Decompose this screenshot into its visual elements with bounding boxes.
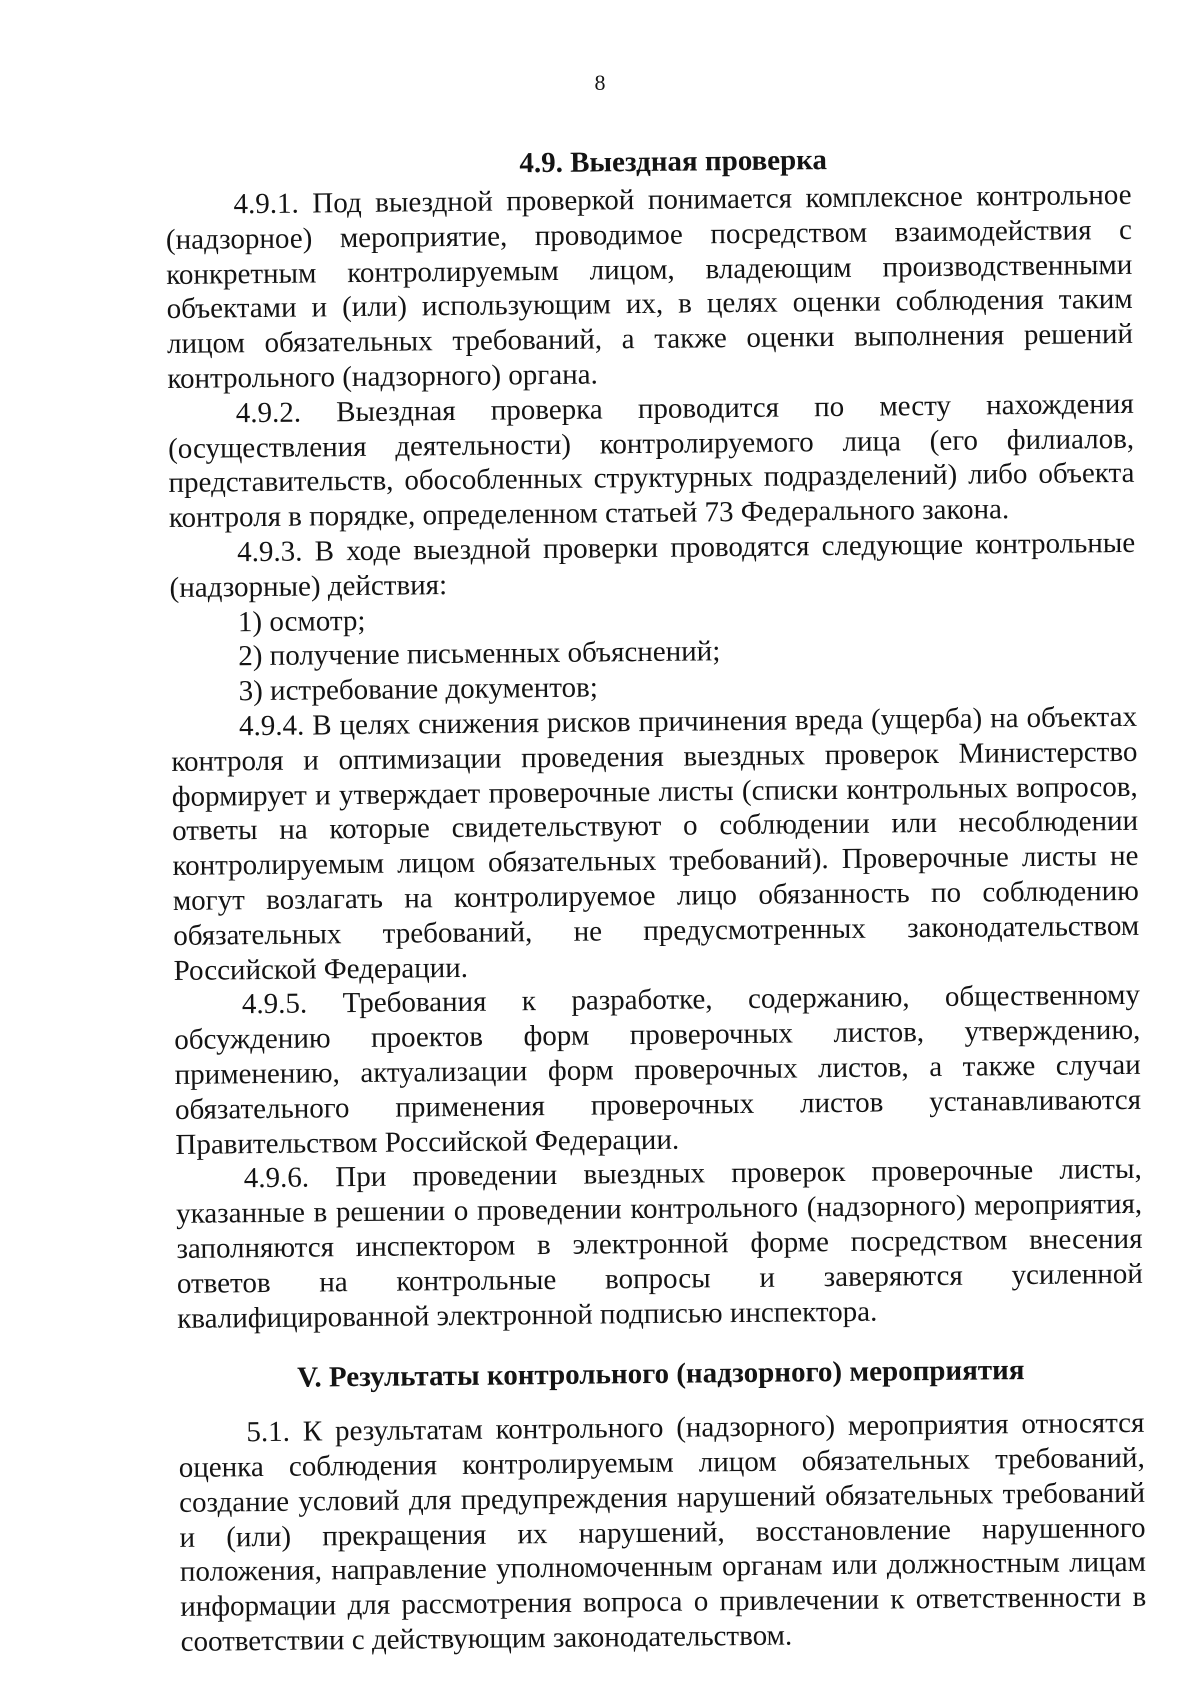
paragraph-4-9-5: 4.9.5. Требования к разработке, содержанию, общественному обсуждению проектов форм проверочных листов, утверждению, применению, актуализации форм проверочных листов, а также случаи обязательного применения проверочных листов устанавливаются Правительством Российской Федерации. — [174, 979, 1142, 1161]
section-heading-4-9: 4.9. Выездная проверка — [519, 144, 828, 180]
list-item: 1) осмотр; — [237, 604, 366, 638]
paragraph-5-1: 5.1. К результатам контрольного (надзорного) мероприятия относятся оценка соблюдения контролируемым лицом обязательных требований, создание условий для предупреждения нарушений обязательных требований и (или) прекращения их нарушений, восстановление нарушенного положения, направление уполномоченным органам или должностным лицам информации для рассмотрения вопроса о привлечении к ответственности в соответствии с действующим законодательством. — [178, 1407, 1147, 1658]
paragraph-4-9-2: 4.9.2. Выездная проверка проводится по месту нахождения (осуществления деятельности) контролируемого лица (его филиалов, представительств, обособленных структурных подразделений) либо объекта контроля в порядке, определенном статьей 73 Федерального закона. — [167, 387, 1135, 535]
list-item: 2) получение письменных объяснений; — [238, 635, 721, 673]
list-item: 3) истребование документов; — [238, 671, 598, 708]
paragraph-4-9-6: 4.9.6. При проведении выездных проверок проверочные листы, указанные в решении о проведении контрольного (надзорного) мероприятия, заполняются инспектором в электронной форме посредством внесения ответов на контрольные вопросы и заверяются усиленной квалифицированной электронной подписью инспектора. — [175, 1153, 1143, 1335]
document-body — [165, 140, 1147, 1660]
page-number: 8 — [594, 70, 606, 95]
paragraph-4-9-4: 4.9.4. В целях снижения рисков причинения вреда (ущерба) на объектах контроля и оптимизации проведения выездных проверок Министерство формирует и утверждает проверочные листы (списки контрольных вопросов, ответы на которые свидетельствуют о соблюдении или несоблюдении контролируемым лицом обязательных требований). Проверочные листы не могут возлагать на контролируемое лицо обязанность по соблюдению обязательных требований, не предусмотренных законодательством Российской Федерации. — [171, 700, 1140, 987]
section-heading-v: V. Результаты контрольного (надзорного) мероприятия — [297, 1354, 1025, 1394]
paragraph-4-9-1: 4.9.1. Под выездной проверкой понимается комплексное контрольное (надзорное) мероприятие, проводимое посредством взаимодействия с конкретным контролируемым лицом, владеющим производственными объектами и (или) использующим их, в целях оценки соблюдения таким лицом обязательных требований, а также оценки выполнения решений контрольного (надзорного) органа. — [165, 178, 1134, 395]
paragraph-4-9-3: 4.9.3. В ходе выездной проверки проводятся следующие контрольные (надзорные) действия: — [169, 526, 1136, 604]
